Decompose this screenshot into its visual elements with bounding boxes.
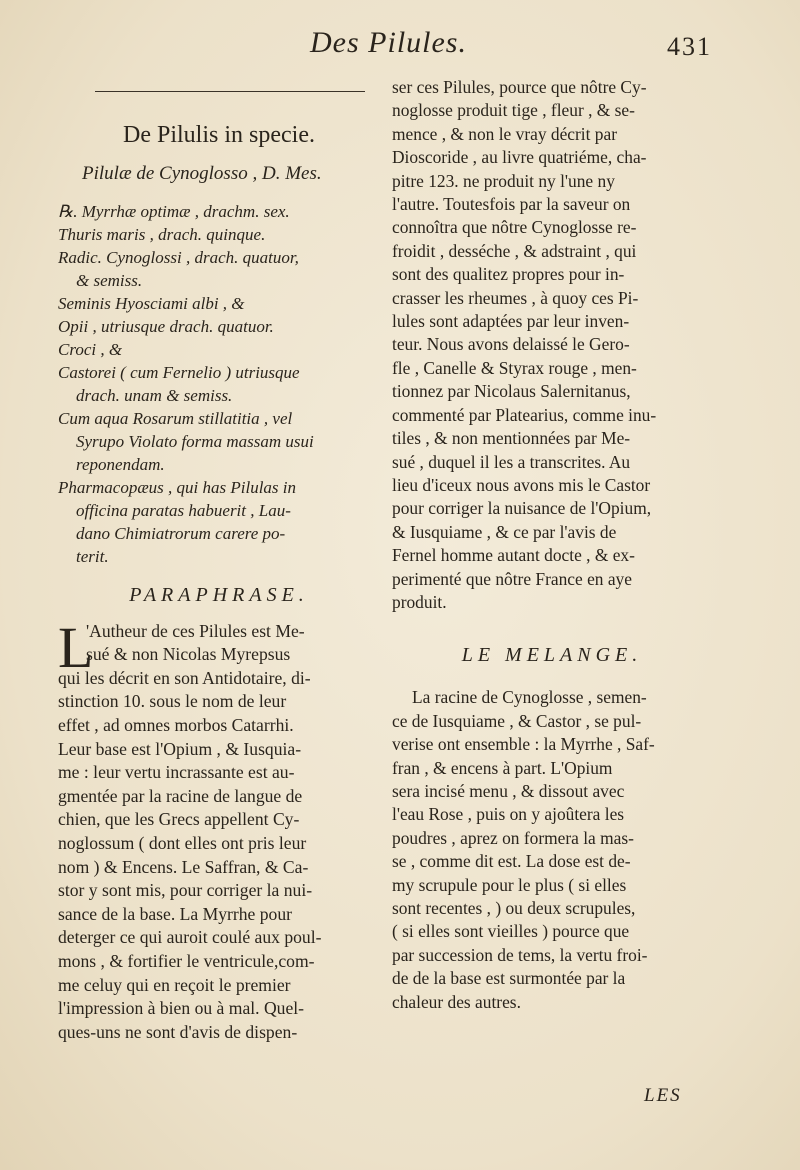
text-line: teur. Nous avons delaissé le Gero- <box>392 334 630 355</box>
recipe-line: reponendam. <box>76 454 165 474</box>
text-line: Dioscoride , au livre quatriéme, cha- <box>392 147 647 168</box>
text-line: me : leur vertu incrassante est au- <box>58 762 295 783</box>
text-line: se , comme dit est. La dose est de- <box>392 851 631 872</box>
running-title: Des Pilules. <box>310 26 467 59</box>
text-line: & Iusquiame , & ce par l'avis de <box>392 521 617 542</box>
text-line: tiles , & non mentionnées par Me- <box>392 428 631 449</box>
text-line: sera incisé menu , & dissout avec <box>392 780 625 801</box>
text-line: perimenté que nôtre France en aye <box>392 568 632 589</box>
recipe-line: Seminis Hyosciami albi , & <box>58 293 245 313</box>
text-line: noglosse produit tige , fleur , & se- <box>392 100 635 121</box>
recipe-line: Thuris maris , drach. quinque. <box>58 224 266 244</box>
text-line: sont recentes , ) ou deux scrupules, <box>392 898 636 918</box>
text-line: 'Autheur de ces Pilules est Me- <box>86 620 305 641</box>
text-line: par succession de tems, la vertu froi- <box>392 944 648 965</box>
text-line: l'eau Rose , puis on y ajoûtera les <box>392 804 625 825</box>
text-line: sont des qualitez propres pour in- <box>392 264 625 285</box>
text-line: pour corriger la nuisance de l'Opium, <box>392 498 652 519</box>
recipe-line: Pharmacopæus , qui has Pilulas in <box>58 477 297 497</box>
drop-cap: L <box>58 614 94 680</box>
text-line: nom ) & Encens. Le Saffran, & Ca- <box>58 856 309 877</box>
text-line: fle , Canelle & Styrax rouge , men- <box>392 357 637 378</box>
text-line: chien, que les Grecs appellent Cy- <box>58 809 300 830</box>
continued-paragraph <box>392 76 712 614</box>
text-line: tionnez par Nicolaus Salernitanus, <box>392 381 631 402</box>
melange-heading: LE MELANGE. <box>461 644 643 667</box>
text-line: ( si elles sont vieilles ) pource que <box>392 921 630 942</box>
text-line: verise ont ensemble : la Myrrhe , Saf- <box>392 734 655 755</box>
text-line: Fernel homme autant docte , & ex- <box>392 545 635 566</box>
text-line: sance de la base. La Myrrhe pour <box>58 903 292 924</box>
text-line: sué , duquel il les a transcrites. Au <box>392 451 631 472</box>
text-line: lieu d'iceux nous avons mis le Castor <box>392 474 651 495</box>
recipe-line: dano Chimiatrorum carere po- <box>76 523 286 543</box>
recipe-line: officina paratas habuerit , Lau- <box>76 500 291 520</box>
text-line: me celuy qui en reçoit le premier <box>58 974 291 995</box>
recipe <box>58 200 380 568</box>
recipe-line: Opii , utriusque drach. quatuor. <box>58 316 274 336</box>
text-line: fran , & encens à part. L'Opium <box>392 757 613 778</box>
text-line: froidit , desséche , & adstraint , qui <box>392 240 637 261</box>
section-title: De Pilulis in specie. <box>123 122 315 148</box>
paraphrase-paragraph <box>58 614 380 1045</box>
text-line: ce de Iusquiame , & Castor , se pul- <box>392 710 642 731</box>
text-line: produit. <box>392 591 447 612</box>
text-line: poudres , aprez on formera la mas- <box>392 827 634 848</box>
text-line: pitre 123. ne produit ny l'une ny <box>392 170 615 191</box>
recipe-line: Syrupo Violato forma massam usui <box>76 431 314 451</box>
section-rule <box>95 91 365 92</box>
text-line: deterger ce qui auroit coulé aux poul- <box>58 927 322 948</box>
text-line: chaleur des autres. <box>392 991 521 1012</box>
text-line: connoîtra que nôtre Cynoglosse re- <box>392 217 637 238</box>
left-column <box>58 120 380 1044</box>
recipe-title: Pilulæ de Cynoglosso , D. Mes. <box>82 163 322 184</box>
text-line: mons , & fortifier le ventricule,com- <box>58 950 315 971</box>
recipe-line: Castorei ( cum Fernelio ) utriusque <box>58 362 300 382</box>
text-line: de de la base est surmontée par la <box>392 968 626 989</box>
paraphrase-heading: PARAPHRASE. <box>129 583 309 606</box>
text-line: gmentée par la racine de langue de <box>58 785 303 806</box>
text-line: qui les décrit en son Antidotaire, di- <box>58 667 311 688</box>
text-line: ques-uns ne sont d'avis de dispen- <box>58 1021 298 1042</box>
text-line: l'impression à bien ou à mal. Quel- <box>58 998 305 1019</box>
text-line: l'autre. Toutesfois par la saveur on <box>392 194 631 215</box>
text-line: ser ces Pilules, pource que nôtre Cy- <box>392 77 647 97</box>
text-line: noglossum ( dont elles ont pris leur <box>58 832 307 853</box>
text-line: La racine de Cynoglosse , semen- <box>412 687 647 708</box>
page-header <box>300 26 720 72</box>
text-line: my scrupule pour le plus ( si elles <box>392 874 627 895</box>
catchword: LES <box>644 1085 682 1106</box>
recipe-line: Radic. Cynoglossi , drach. quatuor, <box>58 247 299 267</box>
text-line: lules sont adaptées par leur inven- <box>392 311 630 332</box>
text-line: sué & non Nicolas Myrepsus <box>86 644 291 665</box>
recipe-line: drach. unam & semiss. <box>76 385 233 405</box>
text-line: Leur base est l'Opium , & Iusquia- <box>58 738 302 759</box>
recipe-line: & semiss. <box>76 270 143 290</box>
recipe-line: Croci , & <box>58 339 123 359</box>
recipe-line: ℞. Myrrhæ optimæ , drachm. sex. <box>58 201 290 221</box>
text-line: crasser les rheumes , à quoy ces Pi- <box>392 287 639 308</box>
text-line: mence , & non le vray décrit par <box>392 123 618 144</box>
right-column <box>392 76 712 1014</box>
page-number: 431 <box>667 32 712 61</box>
text-line: commenté par Platearius, comme inu- <box>392 404 657 425</box>
text-line: effet , ad omnes morbos Catarrhi. <box>58 714 294 735</box>
text-line: stor y sont mis, pour corriger la nui- <box>58 880 313 901</box>
recipe-line: Cum aqua Rosarum stillatitia , vel <box>58 408 293 428</box>
text-line: stinction 10. sous le nom de leur <box>58 691 287 712</box>
melange-paragraph <box>392 686 712 1014</box>
recipe-line: terit. <box>76 546 109 566</box>
